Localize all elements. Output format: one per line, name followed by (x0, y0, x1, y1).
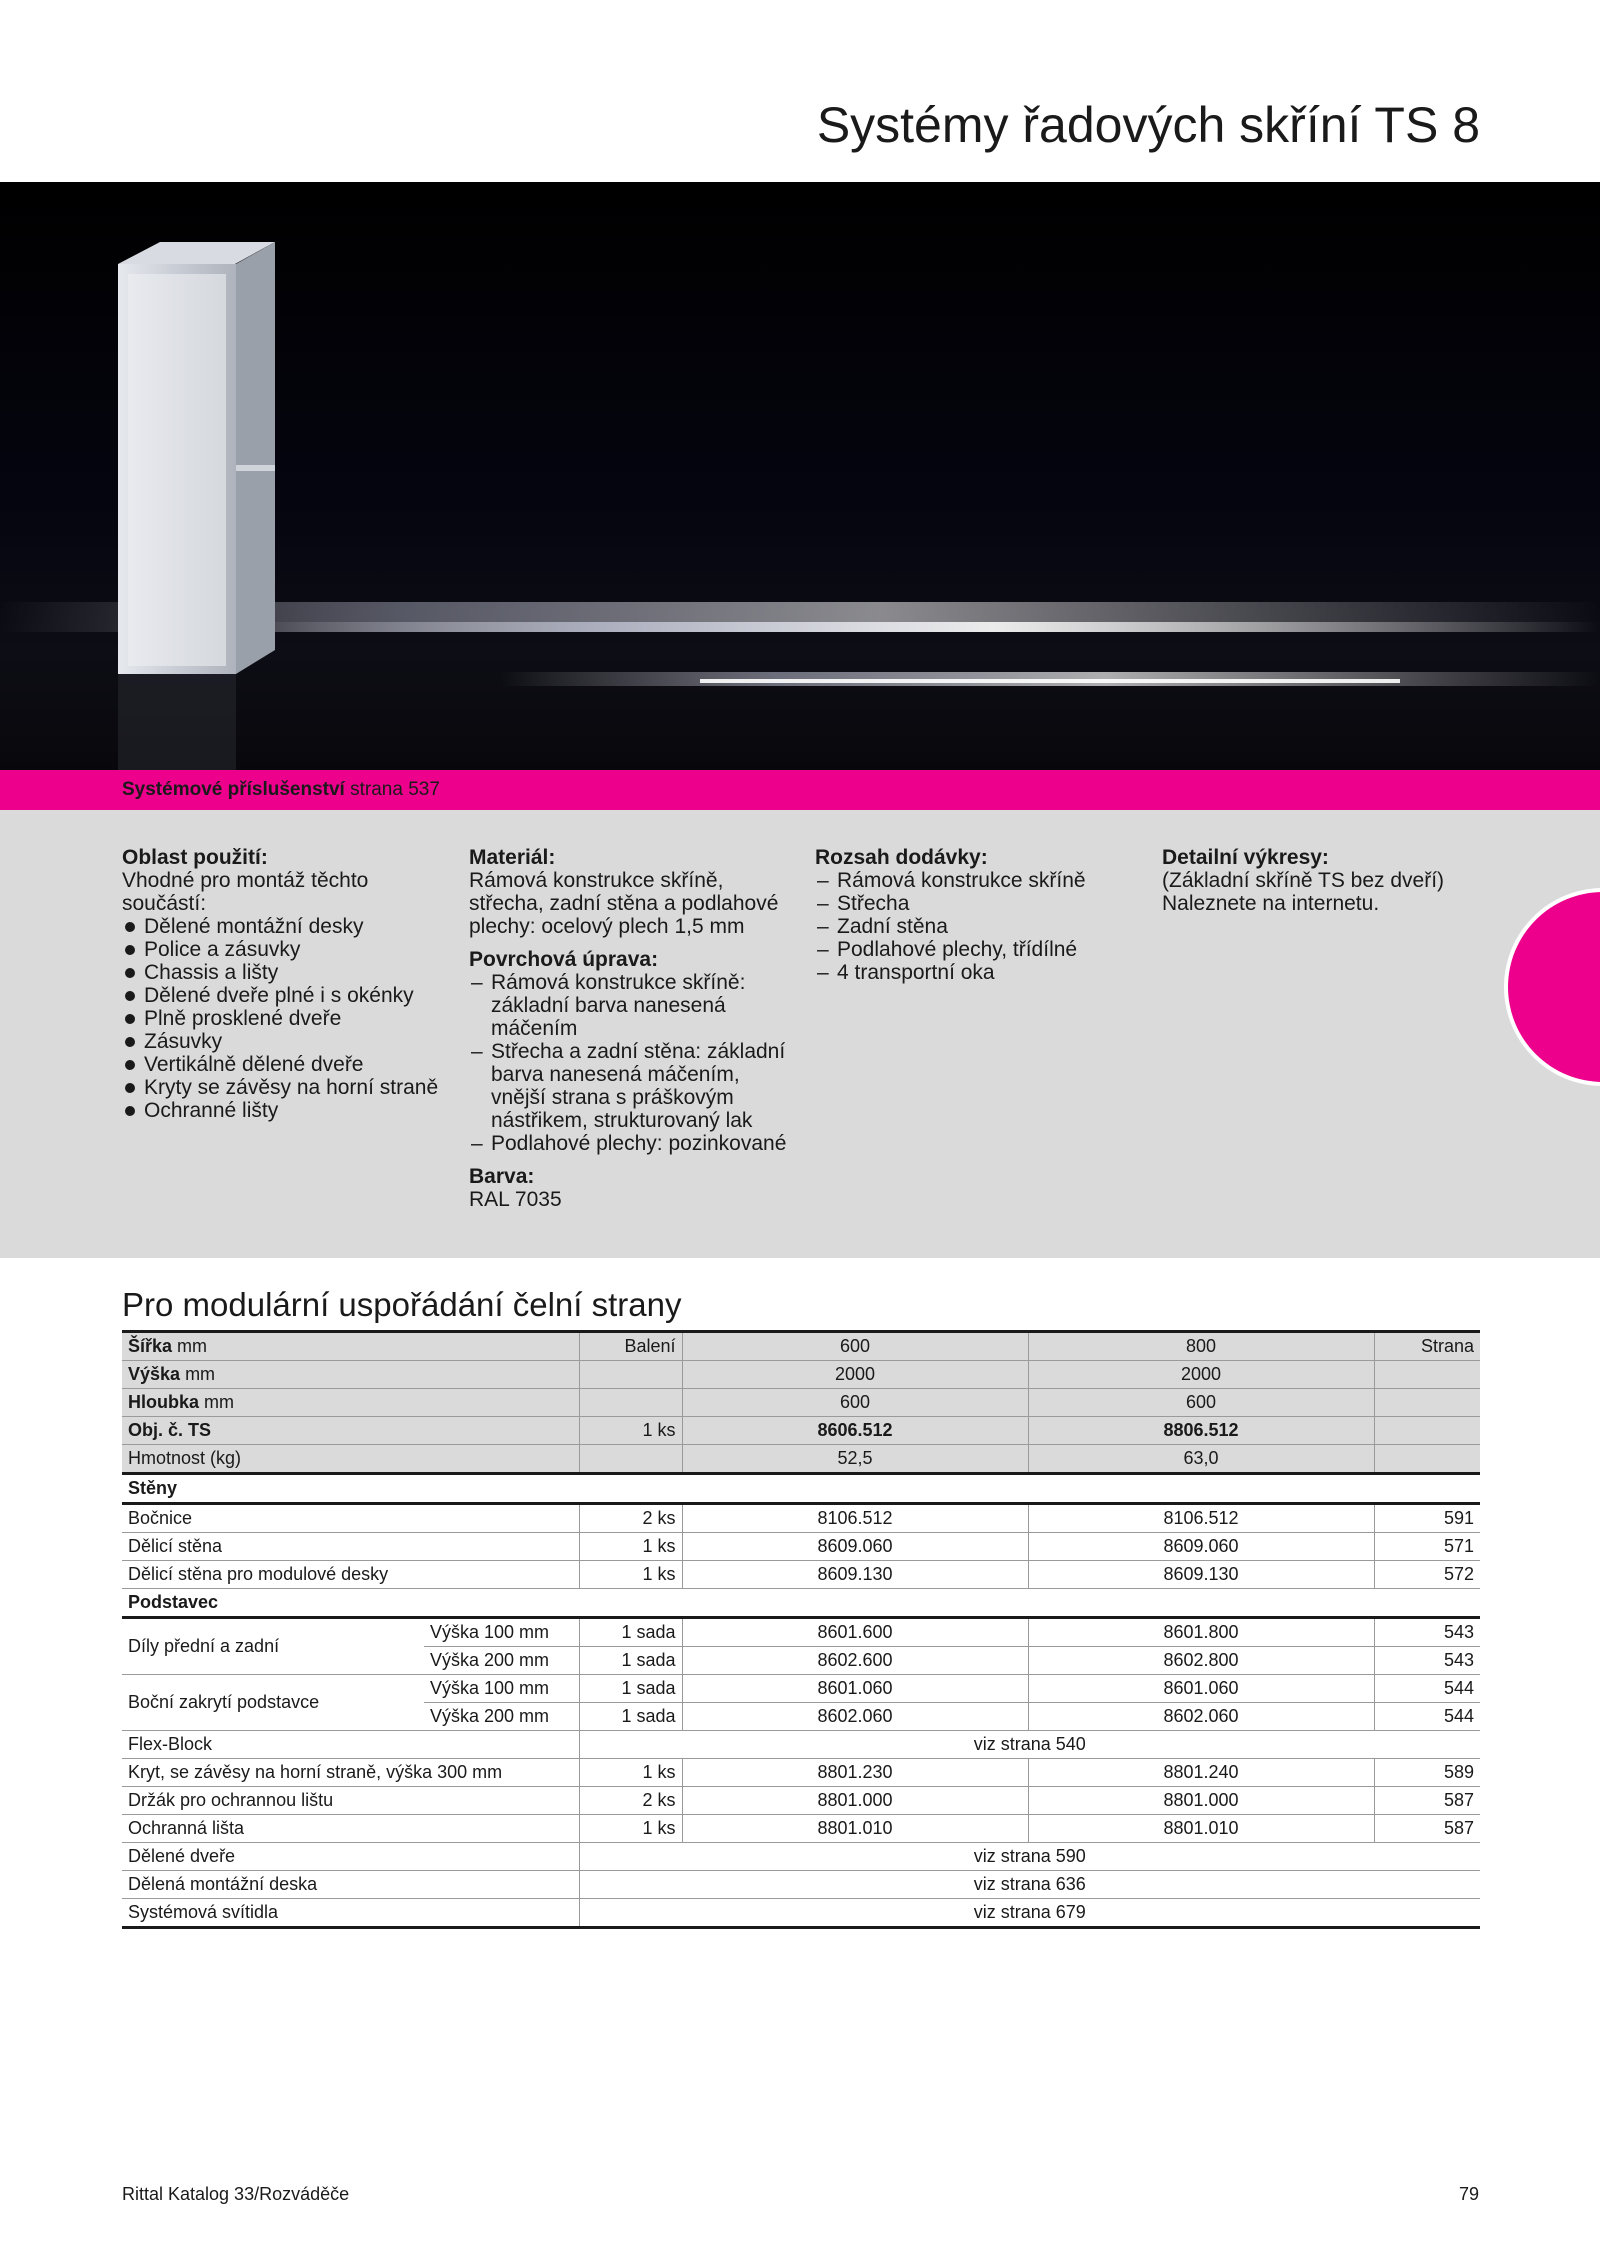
table-cell: Držák pro ochrannou lištu (122, 1787, 579, 1815)
table-row (122, 1361, 1480, 1389)
table-row (122, 1618, 1480, 1647)
list-item: Dělené dveře plné i s okénky (122, 984, 452, 1007)
table-row (122, 1843, 1480, 1871)
list-item: Police a zásuvky (122, 938, 452, 961)
list-item: Chassis a lišty (122, 961, 452, 984)
cabinet-illustration (0, 182, 1600, 770)
footer-catalog: Rittal Katalog 33/Rozváděče (122, 2184, 350, 2204)
surface-list (469, 971, 799, 1155)
section-walls: Stěny (122, 1474, 1480, 1504)
table-cell: viz strana 590 (579, 1843, 1480, 1871)
table-cell: 1 ks (579, 1561, 682, 1589)
list-item: Plně prosklené dveře (122, 1007, 452, 1030)
table-cell: 8801.240 (1028, 1759, 1374, 1787)
delivery-column (815, 846, 1135, 984)
delivery-list (815, 869, 1135, 984)
list-item: Vertikálně dělené dveře (122, 1053, 452, 1076)
table-cell: 8801.230 (682, 1759, 1028, 1787)
depth-label-cell: Hloubka mm (122, 1389, 579, 1417)
width-800: 800 (1028, 1332, 1374, 1361)
table-cell: 63,0 (1028, 1445, 1374, 1474)
table-cell: 8609.060 (682, 1533, 1028, 1561)
surface-heading: Povrchová úprava: (469, 948, 659, 971)
table-cell: viz strana 540 (579, 1731, 1480, 1759)
list-item: – Podlahové plechy: pozinkované (469, 1132, 799, 1155)
list-item: – 4 transportní oka (815, 961, 1135, 984)
table-cell: 52,5 (682, 1445, 1028, 1474)
table-row (122, 1445, 1480, 1474)
table-cell: 587 (1374, 1815, 1480, 1843)
table-cell: 591 (1374, 1504, 1480, 1533)
table-cell: 2 ks (579, 1787, 682, 1815)
table-cell: 8106.512 (1028, 1504, 1374, 1533)
section-base: Podstavec (122, 1589, 1480, 1618)
table-row (122, 1787, 1480, 1815)
table-cell: 1 sada (579, 1703, 682, 1731)
table-cell: 8602.060 (1028, 1703, 1374, 1731)
banner-bold: Systémové příslušenství (122, 779, 345, 800)
table-cell: 1 ks (579, 1533, 682, 1561)
section-row (122, 1589, 1480, 1618)
material-text: Rámová konstrukce skříně, střecha, zadní stěna a podlahové plechy: ocelový plech 1,5 mm (469, 869, 779, 938)
table-cell: 1 ks (579, 1417, 682, 1445)
table-cell: 8801.010 (1028, 1815, 1374, 1843)
list-item: – Rámová konstrukce skříně (815, 869, 1135, 892)
table-cell: 8602.600 (682, 1647, 1028, 1675)
table-cell: 8106.512 (682, 1504, 1028, 1533)
table-row (122, 1561, 1480, 1589)
table-cell: 8801.010 (682, 1815, 1028, 1843)
list-item: Zásuvky (122, 1030, 452, 1053)
table-cell: 8801.000 (682, 1787, 1028, 1815)
banner-rest: strana 537 (344, 779, 440, 800)
table-cell: 8601.600 (682, 1618, 1028, 1647)
material-heading: Materiál: (469, 846, 556, 869)
table-cell: Díly přední a zadní (122, 1618, 424, 1675)
height-label-cell: Výška mm (122, 1361, 579, 1389)
table-cell: 2000 (682, 1361, 1028, 1389)
table-cell: Kryt, se závěsy na horní straně, výška 300 mm (122, 1759, 579, 1787)
table-row (122, 1533, 1480, 1561)
usage-intro: Vhodné pro montáž těchto součástí: (122, 869, 369, 915)
table-cell: Dělená montážní deska (122, 1871, 579, 1899)
table-cell: 600 (682, 1389, 1028, 1417)
width-label-cell: Šířka mm (122, 1332, 579, 1361)
table-cell: Systémová svítidla (122, 1899, 579, 1928)
table-cell: 587 (1374, 1787, 1480, 1815)
table-cell: Výška 100 mm (424, 1618, 579, 1647)
page-number: 79 (1459, 2184, 1480, 2204)
table-cell: 8601.800 (1028, 1618, 1374, 1647)
usage-column (122, 846, 452, 1122)
info-panel (0, 810, 1600, 1258)
table-cell: Ochranná lišta (122, 1815, 579, 1843)
order-800: 8806.512 (1028, 1417, 1374, 1445)
table-row (122, 1871, 1480, 1899)
table-cell: 571 (1374, 1533, 1480, 1561)
table-cell: 543 (1374, 1618, 1480, 1647)
table-cell: 1 sada (579, 1647, 682, 1675)
material-column (469, 846, 799, 1211)
delivery-heading: Rozsah dodávky: (815, 846, 988, 869)
table-cell: Dělicí stěna pro modulové desky (122, 1561, 579, 1589)
table-cell: 544 (1374, 1675, 1480, 1703)
table-cell: Výška 200 mm (424, 1703, 579, 1731)
table-cell: Výška 200 mm (424, 1647, 579, 1675)
table-row (122, 1417, 1480, 1445)
table-title: Pro modulární uspořádání čelní strany (122, 1286, 682, 1323)
table-cell: viz strana 636 (579, 1871, 1480, 1899)
list-item: – Rámová konstrukce skříně: základní barva nanesená máčením (469, 971, 799, 1040)
section-row (122, 1474, 1480, 1504)
table-row (122, 1731, 1480, 1759)
order-label-cell: Obj. č. TS (122, 1417, 579, 1445)
table-cell: 589 (1374, 1759, 1480, 1787)
table-cell: 544 (1374, 1703, 1480, 1731)
table-row (122, 1332, 1480, 1361)
table-cell: 8601.060 (682, 1675, 1028, 1703)
list-item: – Střecha (815, 892, 1135, 915)
list-item: – Zadní stěna (815, 915, 1135, 938)
weight-label: Hmotnost (kg) (122, 1445, 579, 1474)
table-cell: 8801.000 (1028, 1787, 1374, 1815)
list-item: – Podlahové plechy, třídílné (815, 938, 1135, 961)
page-title: Systémy řadových skříní TS 8 (816, 97, 1480, 153)
table-cell: viz strana 679 (579, 1899, 1480, 1928)
drawings-heading: Detailní výkresy: (1162, 846, 1329, 869)
table-cell: Dělicí stěna (122, 1533, 579, 1561)
table-row (122, 1759, 1480, 1787)
table-row (122, 1504, 1480, 1533)
product-photo (0, 182, 1600, 770)
table-cell: 8602.800 (1028, 1647, 1374, 1675)
table-cell: 600 (1028, 1389, 1374, 1417)
table-cell: Boční zakrytí podstavce (122, 1675, 424, 1731)
list-item: Kryty se závěsy na horní straně (122, 1076, 452, 1099)
table-cell: Flex-Block (122, 1731, 579, 1759)
spec-table (122, 1330, 1480, 1929)
table-cell: 2 ks (579, 1504, 682, 1533)
table-cell: 8601.060 (1028, 1675, 1374, 1703)
list-item: Ochranné lišty (122, 1099, 452, 1122)
banner-text (122, 779, 440, 801)
width-600: 600 (682, 1332, 1028, 1361)
table-cell: 8609.130 (682, 1561, 1028, 1589)
page-header: Strana (1374, 1332, 1480, 1361)
table-cell: 8602.060 (682, 1703, 1028, 1731)
order-600: 8606.512 (682, 1417, 1028, 1445)
drawings-line1: (Základní skříně TS bez dveří) (1162, 869, 1445, 892)
table-cell: 1 sada (579, 1675, 682, 1703)
table-cell: 1 ks (579, 1815, 682, 1843)
table-row (122, 1815, 1480, 1843)
color-value: RAL 7035 (469, 1188, 562, 1211)
table-cell: 8609.130 (1028, 1561, 1374, 1589)
usage-heading: Oblast použití: (122, 846, 268, 869)
usage-list (122, 915, 452, 1122)
table-row (122, 1389, 1480, 1417)
table-cell: Výška 100 mm (424, 1675, 579, 1703)
table-cell: 543 (1374, 1647, 1480, 1675)
list-item: – Střecha a zadní stěna: základní barva nanesená máčením, vnější strana s práškovým nástřikem, strukturovaný lak (469, 1040, 799, 1132)
color-heading: Barva: (469, 1165, 535, 1188)
table-cell: Dělené dveře (122, 1843, 579, 1871)
pack-header: Balení (579, 1332, 682, 1361)
table-row (122, 1675, 1480, 1703)
table-cell: 1 sada (579, 1618, 682, 1647)
table-cell: Bočnice (122, 1504, 579, 1533)
list-item: Dělené montážní desky (122, 915, 452, 938)
table-cell: 8609.060 (1028, 1533, 1374, 1561)
system-accessories-banner (0, 770, 1600, 810)
table-cell: 572 (1374, 1561, 1480, 1589)
drawings-column (1162, 846, 1482, 915)
table-row (122, 1899, 1480, 1928)
table-cell: 1 ks (579, 1759, 682, 1787)
table-cell: 2000 (1028, 1361, 1374, 1389)
drawings-line2: Naleznete na internetu. (1162, 892, 1380, 915)
